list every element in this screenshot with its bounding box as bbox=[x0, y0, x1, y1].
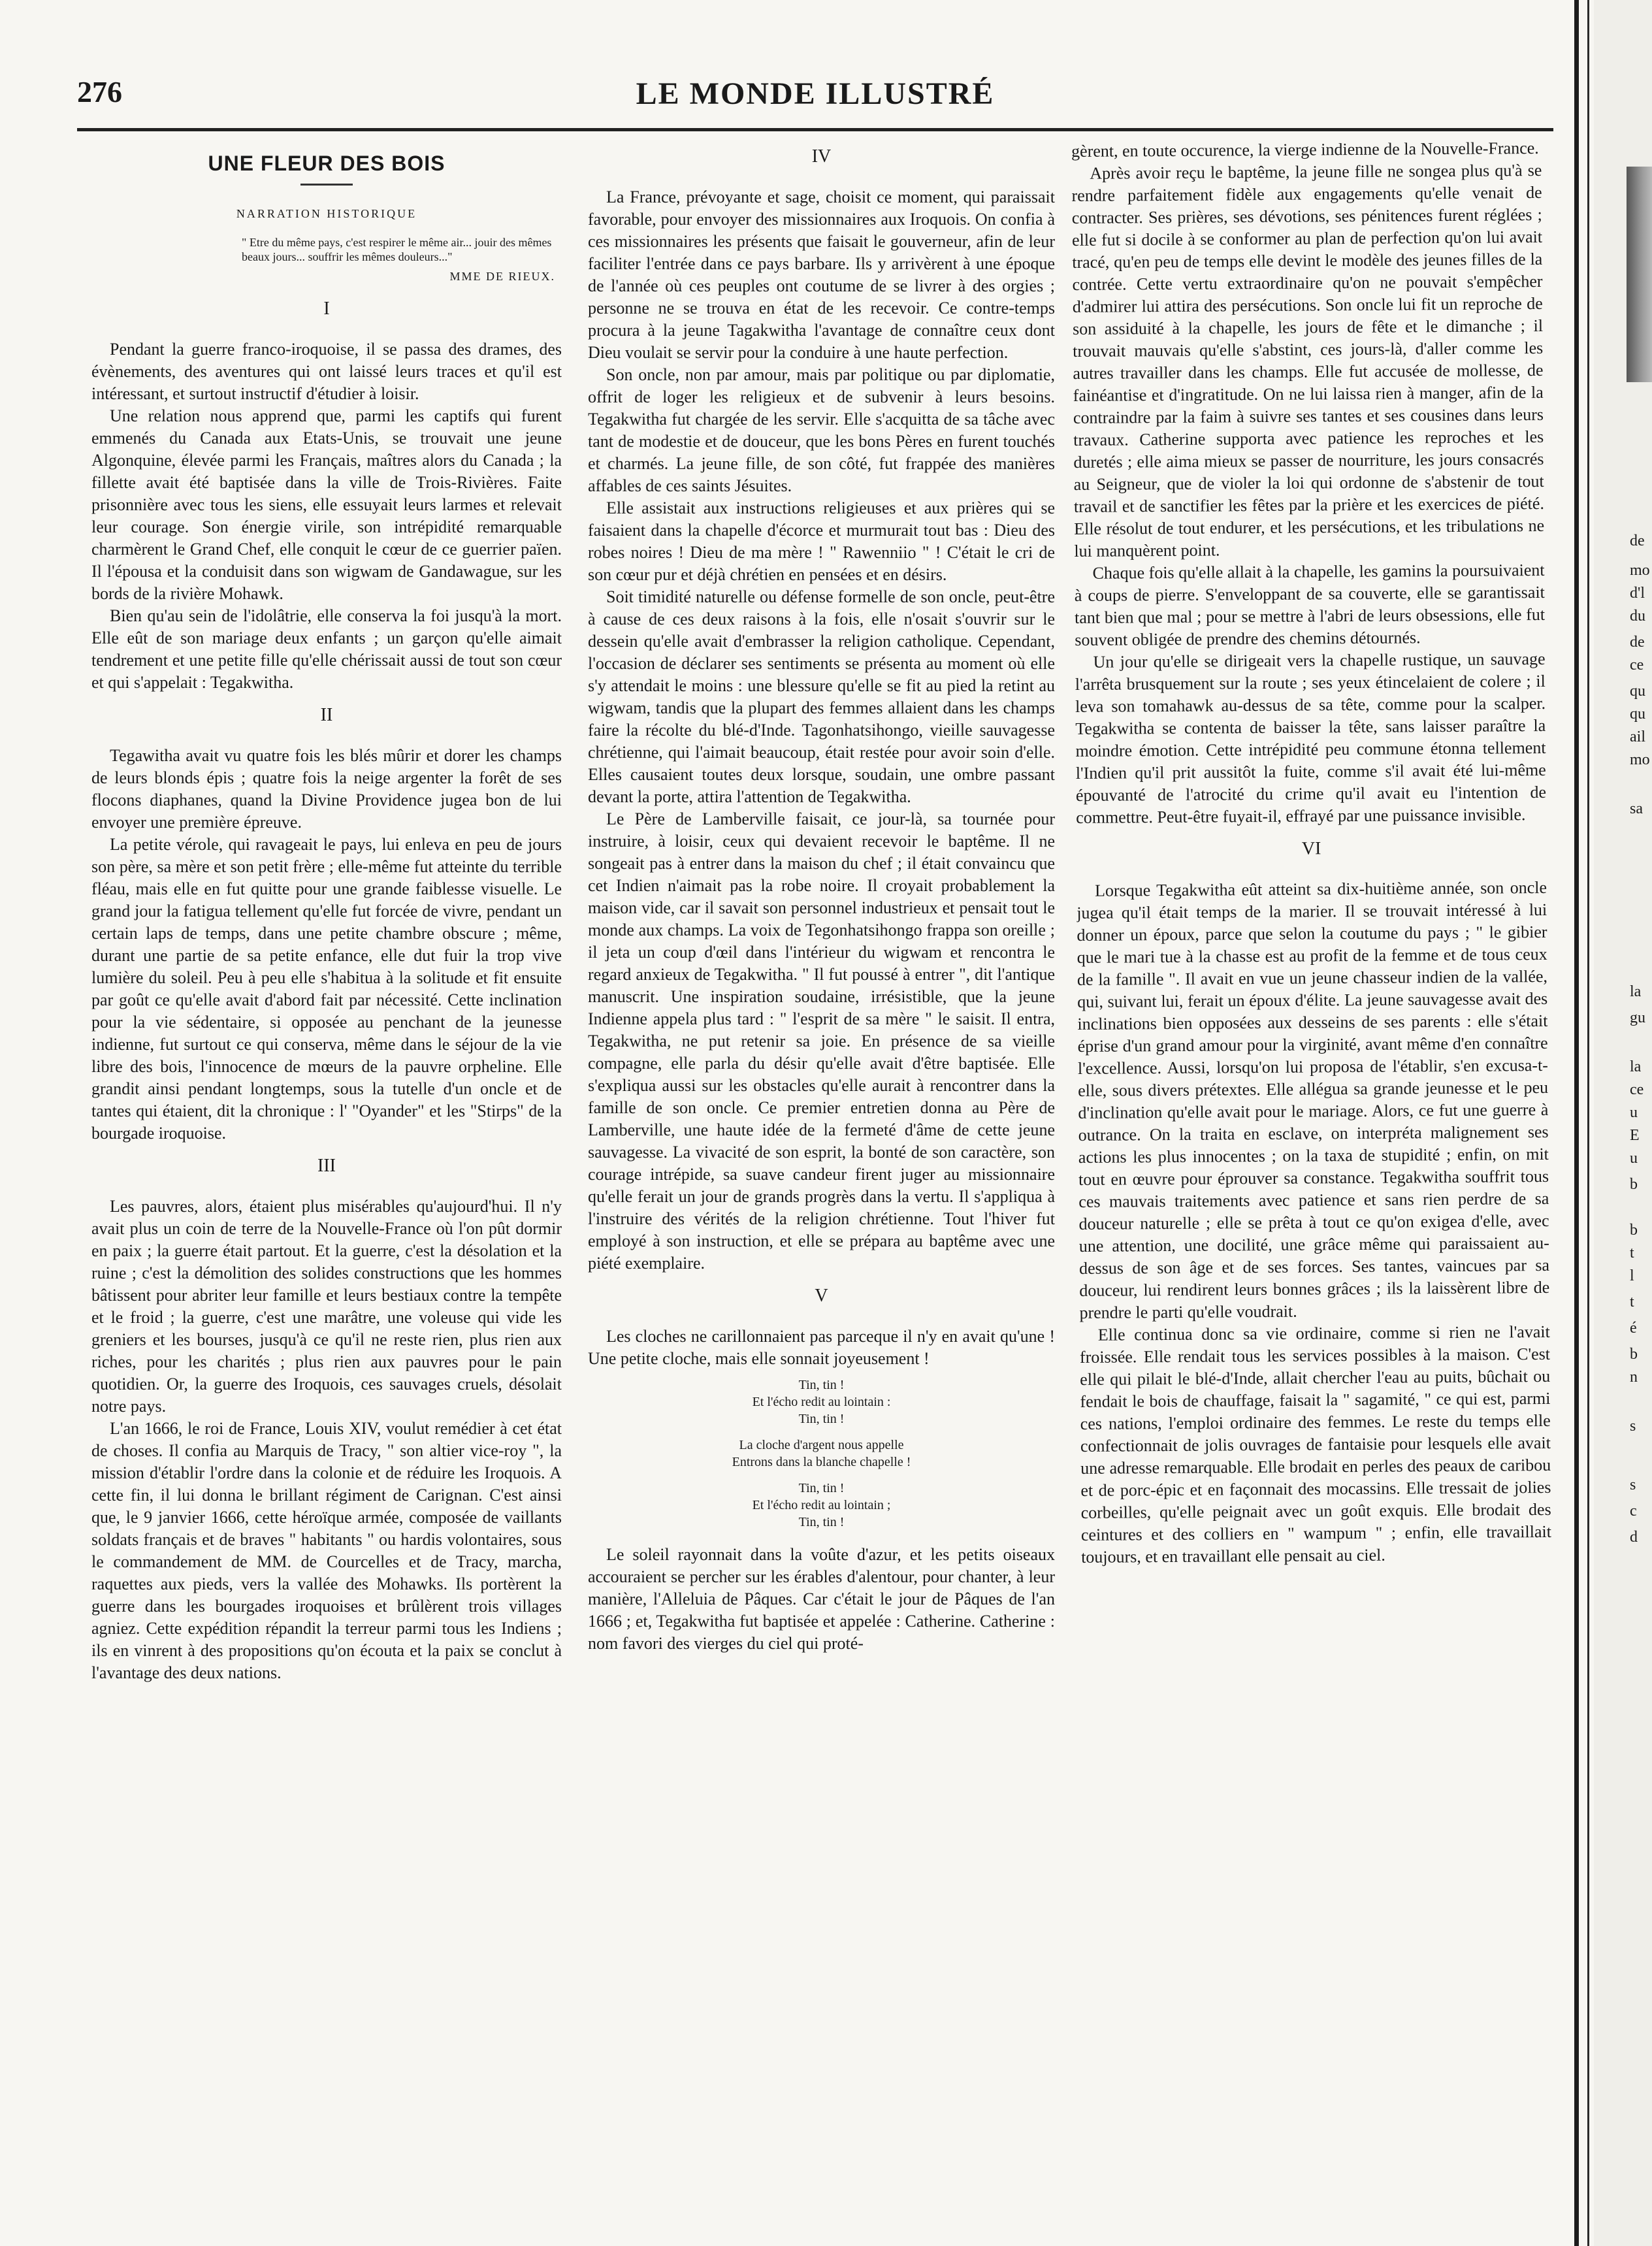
paragraph: Le soleil rayonnait dans la voûte d'azur, et les petits oiseaux accouraient se percher sur les érables d'alentour, pour chanter, à leur manière, l'Alleluia de Pâques. Car c'était le jour de Pâques de l'an 1666 ; et, Tegakwitha fut baptisée et appelée : Catherine. Catherine : nom favori des vierges du ciel qui proté- bbox=[588, 1545, 1055, 1653]
epigraph-author: MME DE RIEUX. bbox=[449, 270, 555, 283]
bleed-fragment: s bbox=[1630, 1418, 1636, 1435]
paragraph: Soit timidité naturelle ou défense formelle de son oncle, peut-être à cause de ces deux raisons à la fois, elle n'osait s'ouvrir sur le dessein qu'elle avait d'embrasser la religion catholique. Cependant, l'occasion de déclarer ses sentiments se présenta au moment où elle s'y attendait le moins : une blessure qu'elle se fit au pied la retint au wigwam, tandis que la plupart des femmes allaient dans les champs faire la récolte du blé-d'Inde. Tagonhatsihongo, vieille sauvagesse chrétienne, qui l'aimait beaucoup, était restée pour avoir soin d'elle. Elles causaient toutes deux lorsque, soudain, une ombre passant devant la porte, attira l'attention de Tegakwitha. bbox=[588, 587, 1055, 806]
paragraph: Les cloches ne carillonnaient pas parceque il n'y en avait qu'une ! Une petite cloche, mais elle sonnait joyeusement ! bbox=[588, 1327, 1055, 1368]
section-heading-4: IV bbox=[811, 146, 832, 167]
bleed-fragment: b bbox=[1630, 1176, 1638, 1193]
paragraph: Bien qu'au sein de l'idolâtrie, elle conserva la foi jusqu'à la mort. Elle eût de son mariage deux enfants ; un garçon qu'elle aimait tendrement et une petite fille qu'elle chérissait aussi de tout son cœur et qui s'appelait : Tegakwitha. bbox=[91, 606, 562, 692]
bleed-fragment: mo bbox=[1630, 562, 1650, 579]
bleed-fragment: gu bbox=[1630, 1009, 1645, 1026]
poem-line: Et l'écho redit au lointain ; bbox=[752, 1498, 891, 1512]
paragraph: Le Père de Lamberville faisait, ce jour-là, sa tournée pour instruire, à loisir, ceux qui devaient recevoir le baptême. Il ne songeait pas à entrer dans la maison du chef ; il était convaincu que cet Indien n'aimait pas la robe noire. Il croyait probablement la maison vide, car il savait son personnel industrieux et pensait tout le monde aux champs. La voix de Tegonhatsihongo frappa son oreille ; il jeta un coup d'œil dans l'intérieur du wigwam et rencontra le regard anxieux de Tegakwitha. " Il fut poussé à entrer ", dit l'antique manuscrit. Une inspiration soudaine, irrésistible, que la jeune Indienne appela plus tard : " l'esprit de sa mère " le saisit. Il entra, Tegakwitha, ne put retenir sa joie. En présence de sa vieille compagne, elle parla du désir qu'elle avait d'être baptisée. Elle s'expliqua aussi sur les obstacles qu'elle aurait à rencontrer dans la famille de son oncle. Ce premier entretien donna au Père de Lamberville, une haute idée de la fermeté d'âme de cette jeune sauvagesse. La vivacité de son esprit, la bonté de son caractère, son courage intrépide, sa suave candeur firent juger au missionnaire qu'elle ferait un jour de grands progrès dans la vertu. Il s'appliqua à l'instruire des vérités de la religion chrétienne. Tout l'hiver fut employé à son instruction, et elle se prépara au baptême avec une piété exemplaire. bbox=[588, 809, 1055, 1273]
bleed-fragment: mo bbox=[1630, 751, 1650, 768]
paragraph: La petite vérole, qui ravageait le pays, lui enleva en peu de jours son père, sa mère et son petit frère ; elle-même fut atteinte du terrible fléau, mais elle en fut quitte pour une grande faiblesse visuelle. Le grand jour la fatigua tellement qu'elle fut forcée de vivre, pendant un certain laps de temps, dans une petite chambre obscure ; même, durant une partie de sa petite enfance, elle dut fuir la trop vive lumière du soleil. Peu à peu elle s'habitua à la solitude et fit ensuite par goût ce qu'elle avait d'abord fait par nécessité. Cette inclination pour la vie sédentaire, si opposée au penchant de la jeunesse indienne, fut surtout ce qui conserva, même dans le séjour de la vie libre des bois, l'innocence de mœurs de la pauvre orpheline. Elle grandit ainsi pendant longtemps, sous la tutelle d'un oncle et de tantes qui étaient, dit la chronique : l' "Oyander" et les "Stirps" de la bourgade iroquoise. bbox=[91, 835, 562, 1143]
section-heading-3: III bbox=[317, 1156, 336, 1176]
section-heading-6: VI bbox=[1301, 838, 1321, 859]
column-1 bbox=[91, 140, 562, 2198]
article-subtitle: NARRATION HISTORIQUE bbox=[236, 207, 417, 220]
bleed-fragment: b bbox=[1630, 1222, 1638, 1239]
bleed-fragment: de bbox=[1630, 634, 1645, 651]
binding-line-2 bbox=[1587, 0, 1589, 2246]
section-heading-5: V bbox=[815, 1286, 828, 1306]
paragraph: L'an 1666, le roi de France, Louis XIV, voulut remédier à cet état de choses. Il confia au Marquis de Tracy, " son altier vice-roy ", la mission d'établir l'ordre dans la colonie et de réduire les Iroquois. A cette fin, il lui donna le brillant régiment de Carignan. C'est ainsi que, le 9 janvier 1666, cette héroïque armée, composée de vaillants soldats français et de braves " habitants " ou hardis volontaires, sous le commandement de MM. de Courcelles et de Tracy, marcha, raquettes aux pieds, vers la vallée des Mohawks. Ils portèrent la guerre dans les bourgades iroquoises et brûlèrent trois villages agniez. Cette expédition répandit la terreur parmi tous les Indiens ; ils en vinrent à des propositions qu'on écouta et la paix se conclut à l'avantage des deux nations. bbox=[91, 1419, 562, 1682]
poem-line: Tin, tin ! bbox=[798, 1481, 845, 1495]
bleed-fragment: s bbox=[1630, 1476, 1636, 1493]
adjacent-photo-edge bbox=[1627, 167, 1652, 382]
poem-line: Tin, tin ! bbox=[798, 1515, 845, 1529]
paragraph: Elle assistait aux instructions religieuses et aux prières qui se faisaient dans la chapelle d'écorce et murmurait tout bas : Dieu des robes noires ! Dieu de ma mère ! " Rawenniio " ! C'était le cri de son cœur pur et déjà chrétien en pensées et en désirs. bbox=[588, 498, 1055, 584]
paragraph: Pendant la guerre franco-iroquoise, il se passa des drames, des évènements, des aventures qui ont laissé leurs traces et qu'il est intéressant, et surtout instructif d'étudier à loisir. bbox=[91, 340, 562, 403]
header-rule bbox=[77, 128, 1553, 131]
bleed-fragment: qu bbox=[1630, 683, 1645, 700]
paragraph: Les pauvres, alors, étaient plus misérables qu'aujourd'hui. Il n'y avait plus un coin de terre de la Nouvelle-France où l'on pût dormir en paix ; la guerre était partout. Et la guerre, c'est la désolation et la ruine ; c'est la démolition des solides constructions que les hommes bâtissent pour abriter leur famille et leurs bestiaux contre la tempête et le froid ; la guerre, c'est une marâtre, une voleuse qui vide les greniers et les bourses, jusqu'à ce qu'il ne reste rien, plus rien aux riches, pour les charités ; plus rien aux pauvres pour le pain quotidien. Or, la guerre des Iroquois, ces sauvages cruels, désolait notre pays. bbox=[91, 1197, 562, 1416]
bleed-fragment: c bbox=[1630, 1503, 1637, 1520]
poem-gap bbox=[588, 1471, 1055, 1480]
bleed-fragment: d bbox=[1630, 1529, 1638, 1546]
page-header bbox=[77, 73, 1553, 125]
bleed-fragment: de bbox=[1630, 532, 1645, 549]
title-rule bbox=[300, 184, 353, 186]
bleed-fragment: ail bbox=[1630, 728, 1645, 745]
section-heading-2: II bbox=[320, 705, 333, 725]
bleed-fragment: b bbox=[1630, 1346, 1638, 1363]
bleed-fragment: E bbox=[1630, 1127, 1640, 1144]
article-title: UNE FLEUR DES BOIS bbox=[208, 152, 445, 175]
paragraph: Lorsque Tegakwitha eût atteint sa dix-huitième année, son oncle jugea qu'il était temps de la marier. Il se trouvait intéressé à lui donner un époux, parce que selon la coutume du pays ; " le gibier que le mari tue à la chasse est au profit de la femme et de tous ceux de la famille ". Il avait en vue un jeune chasseur indien de la vallée, qui, suivant lui, ferait un époux d'élite. La jeune sauvagesse avait des inclinations bien opposées aux desseins de ses parents : elle s'était éprise d'un grand amour pour la virginité, avant même d'en connaître l'excellence. Aussi, lorsqu'on lui proposa de l'établir, s'en excusa-t-elle, sous divers prétextes. Elle allégua sa grande jeunesse et le peu d'inclination qu'elle avait pour le mariage. Alors, ce fut une guerre à outrance. On la traita en esclave, on interpréta malignement ses actions les plus innocentes ; on la taxa de stupidité ; enfin, on mit tout en œuvre pour éprouver sa constance. Tegakwitha souffrit tous ces mauvais traitements avec patience et sans rien perdre de sa douceur naturelle ; elle se prêta à tout ce qu'on exigea d'elle, avec une attention, une docilité, une grâce même qui paraissaient au-dessus de son âge et de ses forces. Ses tantes, vaincues par sa douceur, lui rendirent leurs bonnes grâces ; ils la laissèrent libre de prendre le parti qu'elle voudrait. bbox=[1077, 877, 1550, 1322]
bleed-fragment: u bbox=[1630, 1104, 1638, 1121]
paragraph: Une relation nous apprend que, parmi les captifs qui furent emmenés du Canada aux Etats-Unis, se trouvait une jeune Algonquine, élevée parmi les Français, maîtres alors du Canada ; la fillette avait été baptisée dans la ville de Trois-Rivières. Faite prisonnière avec tous les siens, elle essuyait leurs larmes et relevait leur courage. Son énergie virile, son intrépidité remarquable charmèrent le Grand Chef, elle conquit le cœur de ce guerrier païen. Il l'épousa et la conduisit dans son wigwam de Gandawague, sur les bords de la rivière Mohawk. bbox=[91, 406, 562, 603]
journal-title: LE MONDE ILLUSTRÉ bbox=[636, 76, 995, 111]
bleed-fragment: n bbox=[1630, 1369, 1638, 1386]
paragraph: La France, prévoyante et sage, choisit ce moment, qui paraissait favorable, pour envoyer des missionnaires aux Iroquois. On confia à ces missionnaires les présents que faisait le gouverneur, afin de leur faciliter l'entrée dans ce pays barbare. Ils y arrivèrent à une époque de l'année où ces peuples ont coutume de se livrer à des orgies ; personne ne se trouva en état de les recevoir. Ce contre-temps procura à la jeune Tagakwitha l'avantage de connaître ceux dont Dieu voulait se servir pour la conduire à une haute perfection. bbox=[588, 187, 1055, 362]
column-2 bbox=[588, 140, 1055, 2198]
poem bbox=[588, 1376, 1055, 1531]
section-heading-1: I bbox=[323, 299, 330, 319]
paragraph: gèrent, en toute occurence, la vierge indienne de la Nouvelle-France. bbox=[1071, 138, 1539, 161]
paragraph: Tegawitha avait vu quatre fois les blés mûrir et dorer les champs de leurs blonds épis ; quatre fois la neige argenter la forêt de ses flocons diaphanes, quand la Divine Providence jugea bon de lui envoyer une première épreuve. bbox=[91, 746, 562, 832]
column-3 bbox=[1071, 137, 1556, 2198]
bleed-fragment: ce bbox=[1630, 1081, 1644, 1098]
bleed-fragment: qu bbox=[1630, 706, 1645, 723]
poem-line: Tin, tin ! bbox=[798, 1378, 845, 1392]
paragraph: Chaque fois qu'elle allait à la chapelle, les gamins la poursuivaient à coups de pierre. S'enveloppant de sa couverte, elle se garantissait tant bien que mal ; pour se mettre à l'abri de leurs obsessions, elle fut souvent obligée de prendre des chemins détournés. bbox=[1074, 560, 1546, 649]
bleed-fragment: u bbox=[1630, 1150, 1638, 1167]
poem-line: Tin, tin ! bbox=[798, 1412, 845, 1426]
poem-line: Entrons dans la blanche chapelle ! bbox=[732, 1455, 911, 1469]
poem-line: Et l'écho redit au lointain : bbox=[752, 1395, 891, 1409]
paragraph: Son oncle, non par amour, mais par politique ou par diplomatie, offrit de loger les religieux et de subvenir à leurs besoins. Tegakwitha fut chargée de les servir. Elle s'acquitta de sa tâche avec tant de modestie et de douceur, que les bons Pères en furent touchés et charmés. La jeune fille, de son côté, fut frappée des manières affables de ces saints Jésuites. bbox=[588, 365, 1055, 495]
bleed-fragment: du bbox=[1630, 608, 1645, 625]
paragraph: Après avoir reçu le baptême, la jeune fille ne songea plus qu'à se rendre parfaitement fidèle aux engagements qu'elle venait de contracter. Ses prières, ses dévotions, ses pénitences furent réglées ; elle fut si docile à se conformer au plan de perfection qu'on lui avait tracé, qu'en peu de temps elle devint le modèle des jeunes filles de la contrée. Cette vertu extraordinaire qu'on ne pouvait s'empêcher d'admirer lui attira des persécutions. Son oncle lui fit un reproche de son assiduité à la chapelle, les jours de fête et le dimanche ; il trouvait mauvais qu'elle s'abstint, ces jours-là, d'aller comme les autres travailler dans les champs. Elle fut accusée de mollesse, de fainéantise et d'ingratitude. On ne lui laissa rien à manger, afin de la contraindre par la faim à suivre ses tantes et ses cousines dans leurs travaux. Catherine supporta avec patience les reproches et les duretés ; elle aima mieux se passer de nourriture, les jours consacrés au Seigneur, que de violer la loi qui ordonne de s'abstenir de tout travail et de sanctifier les fêtes par la prière et les exercices de piété. Elle résolut de tout endurer, et les persécutions, et les tribulations ne lui manquèrent point. bbox=[1071, 160, 1545, 561]
bleed-fragment: sa bbox=[1630, 800, 1643, 817]
bleed-fragment: é bbox=[1630, 1320, 1637, 1337]
paragraph: Elle continua donc sa vie ordinaire, comme si rien ne l'avait froissée. Elle rendait tous les services possibles à la maison. C'est elle qui pilait le blé-d'Inde, allait chercher l'eau au puits, bûchait ou fendait le bois de chauffage, faisait la " sagamité, " ce qui est, parmi ces nations, l'emploi ordinaire des femmes. Le reste du temps elle confectionnait de jolis ouvrages de fantaisie pour lesquels elle avait une adresse remarquable. Elle brodait en perles des peaux de caribou et de porc-épic et en façonnait des mocassins. Elle tressait de jolies corbeilles, qu'elle peignait avec un goût exquis. Elle brodait des ceintures et des colliers en " wampum " ; enfin, elle travaillait toujours, et en travaillant elle pensait au ciel. bbox=[1079, 1322, 1551, 1567]
bleed-fragment: ce bbox=[1630, 657, 1644, 674]
poem-gap bbox=[588, 1427, 1055, 1437]
bleed-fragment: l bbox=[1630, 1267, 1634, 1284]
bleed-fragment: t bbox=[1630, 1294, 1634, 1310]
paragraph: Un jour qu'elle se dirigeait vers la chapelle rustique, un sauvage l'arrêta brusquement sur la route ; ses yeux étincelaient de colere ; il leva son tomahawk au-dessus de sa tête, comme pour la scalper. Tegakwitha se contenta de baisser la tête, sans laisser paraître la moindre émotion. Cette intrépidité peu commune étonna tellement l'Indien qu'il prit aussitôt la fuite, comme s'il avait été lui-même épouvanté de l'atrocité du crime qu'il avait eu l'intention de commettre. Peut-être fuyait-il, effrayé par une puissance invisible. bbox=[1075, 649, 1547, 827]
bleed-fragment: d'l bbox=[1630, 585, 1645, 602]
binding-line bbox=[1574, 0, 1579, 2246]
page-number: 276 bbox=[77, 75, 122, 108]
bleed-fragment: la bbox=[1630, 983, 1642, 1000]
poem-line: La cloche d'argent nous appelle bbox=[739, 1438, 904, 1452]
epigraph: " Etre du même pays, c'est respirer le même air... jouir des mêmes beaux jours... souffrir les mêmes douleurs..." bbox=[242, 236, 552, 263]
bleed-fragment: t bbox=[1630, 1245, 1634, 1261]
bleed-fragment: la bbox=[1630, 1058, 1642, 1075]
